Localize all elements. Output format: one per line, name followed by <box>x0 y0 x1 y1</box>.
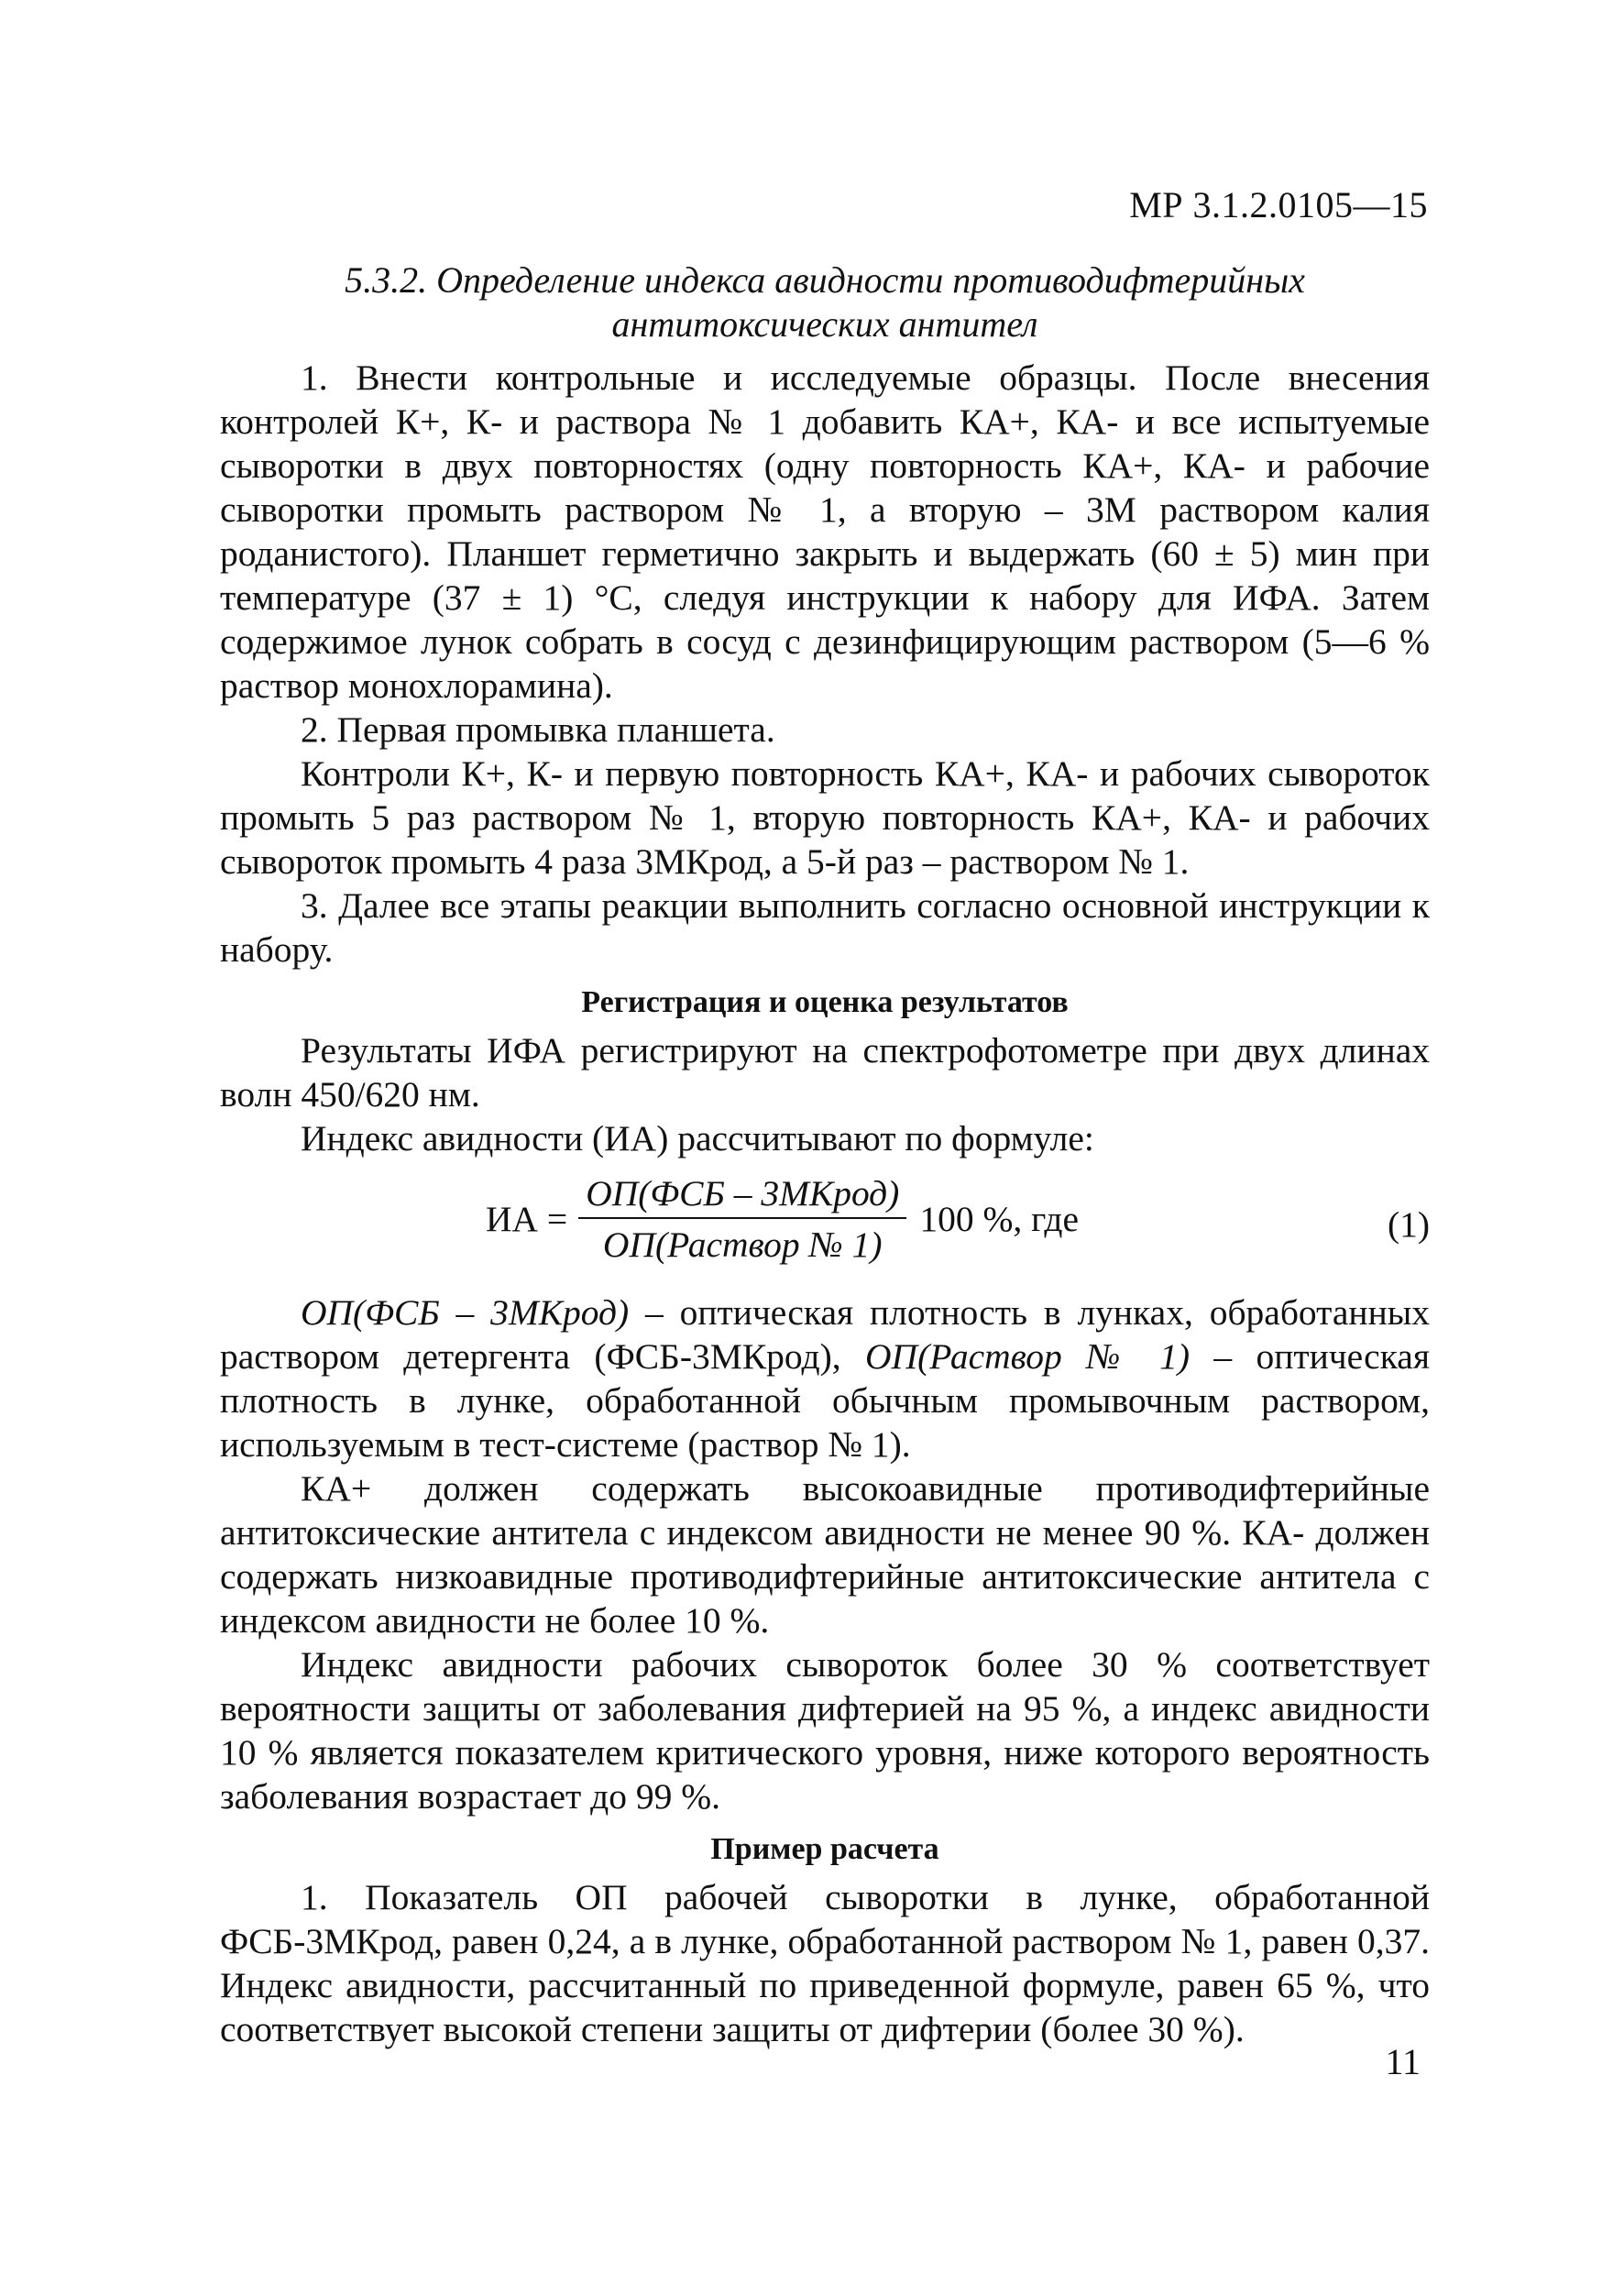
formula-rhs: 100 %, где <box>919 1199 1079 1239</box>
definitions-paragraph <box>220 1290 1430 1466</box>
formula-block <box>220 1166 1430 1285</box>
document-code-header: МР 3.1.2.0105—15 <box>1129 184 1428 225</box>
definition-text-2: – оптическая плотность в лунке, обработанной обычным промывочным раствором, используемым в тест-системе (раствор № 1). <box>220 1336 1430 1465</box>
document-body <box>220 356 1430 2051</box>
registration-paragraph-2: Индекс авидности (ИА) рассчитывают по формуле: <box>301 1118 1094 1158</box>
washing-paragraph: Контроли К+, К- и первую повторность КА+, КА- и рабочих сывороток промыть 5 раз раствором № 1, вторую повторность КА+, КА- и рабочих сывороток промыть 4 раза 3МКрод, а 5-й раз – раствором № 1. <box>220 753 1430 882</box>
section-title-line-2: антитоксических антител <box>611 303 1038 345</box>
formula-fraction <box>578 1171 906 1267</box>
formula-numerator: ОП(ФСБ – 3МКрод) <box>578 1171 906 1219</box>
example-paragraph: 1. Показатель ОП рабочей сыворотки в лунке, обработанной ФСБ-3МКрод, равен 0,24, а в лунке, обработанной раствором № 1, равен 0,37. Индекс авидности, рассчитанный по приведенной формуле, равен 65 %, что соответствует высокой степени защиты от дифтерии (более 30 %). <box>220 1877 1430 2049</box>
definition-term-1: ОП(ФСБ – 3МКрод) <box>301 1292 630 1333</box>
step-1-paragraph: 1. Внести контрольные и исследуемые образцы. После внесения контролей К+, К- и раствора № 1 добавить КА+, КА- и все испытуемые сыворотки в двух повторностях (одну повторность КА+, КА- и рабочие сыворотки промыть раствором № 1, а вторую – 3М раствором калия роданистого). Планшет герметично закрыть и выдержать (60 ± 5) мин при температуре (37 ± 1) °С, следуя инструкции к набору для ИФА. Затем содержимое лунок собрать в сосуд с дезинфицирующим раствором (5—6 % раствор монохлорамина). <box>220 357 1430 706</box>
avidity-formula <box>486 1171 1079 1267</box>
step-2-paragraph: 2. Первая промывка планшета. <box>301 709 775 750</box>
section-title <box>220 258 1430 346</box>
formula-lhs: ИА = <box>486 1199 568 1239</box>
page-number: 11 <box>1385 2041 1421 2082</box>
registration-heading: Регистрация и оценка результатов <box>581 985 1069 1019</box>
definition-term-2: ОП(Раствор № 1) <box>865 1336 1191 1377</box>
registration-paragraph-1: Результаты ИФА регистрируют на спектрофотометре при двух длинах волн 450/620 нм. <box>220 1030 1430 1115</box>
step-3-paragraph: 3. Далее все этапы реакции выполнить согласно основной инструкции к набору. <box>220 885 1430 970</box>
example-heading: Пример расчета <box>710 1832 939 1866</box>
formula-number: (1) <box>1387 1204 1430 1245</box>
definition-text-1: – оптическая плотность в лунках, обработанных раствором детергента (ФСБ-3МКрод), <box>220 1292 1430 1377</box>
formula-denominator: ОП(Раствор № 1) <box>602 1224 883 1265</box>
section-title-line-1: 5.3.2. Определение индекса авидности противодифтерийных <box>345 259 1305 301</box>
interpretation-paragraph-1: КА+ должен содержать высокоавидные противодифтерийные антитоксические антитела с индексом авидности не менее 90 %. КА- должен содержать низкоавидные противодифтерийные антитоксические антитела с индексом авидности не более 10 %. <box>220 1468 1430 1641</box>
interpretation-paragraph-2: Индекс авидности рабочих сывороток более 30 % соответствует вероятности защиты от заболевания дифтерией на 95 %, а индекс авидности 10 % является показателем критического уровня, ниже которого вероятность заболевания возрастает до 99 %. <box>220 1644 1430 1817</box>
